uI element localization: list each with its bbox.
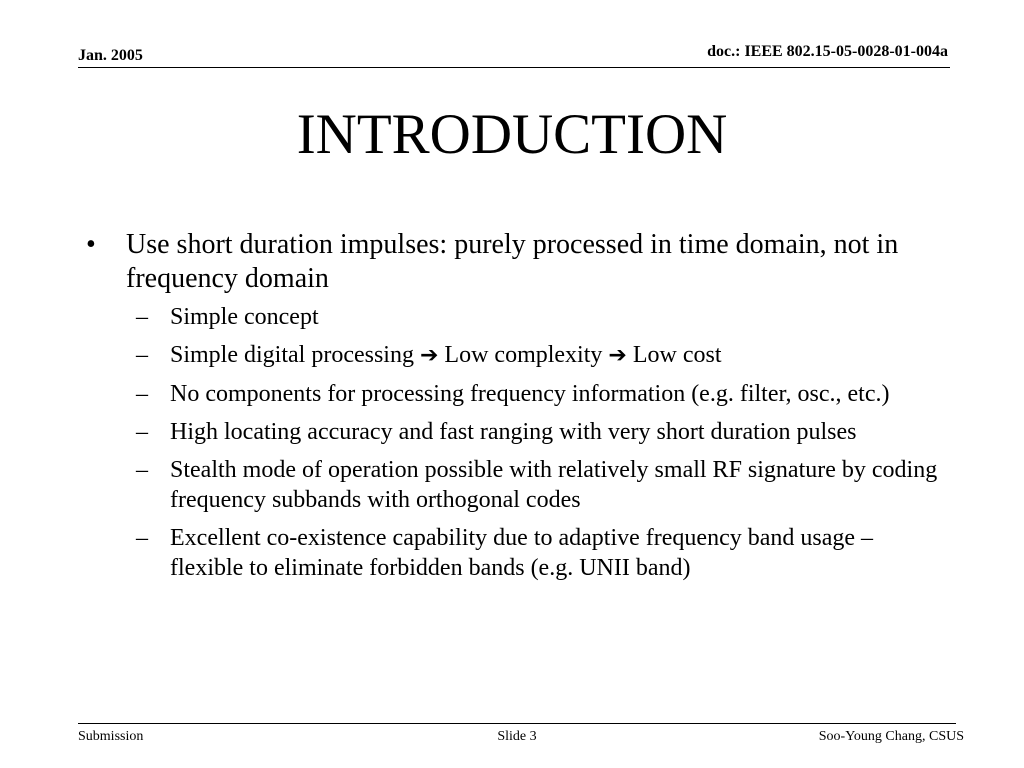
bullet-item: [86, 228, 946, 296]
header-doc-id: doc.: IEEE 802.15-05-0028-01-004a: [707, 43, 948, 60]
slide-content: [86, 228, 946, 591]
subitem-text: Stealth mode of operation possible with relatively small RF signature by coding frequency subbands with orthogonal codes: [170, 457, 938, 513]
dash-marker: –: [136, 381, 148, 407]
bullet-text: Use short duration impulses: purely processed in time domain, not in frequency domain: [126, 229, 899, 294]
subitem-text-part2: Low complexity: [444, 342, 603, 368]
subitem-text-part1: Simple digital processing: [170, 342, 414, 368]
slide-title: INTRODUCTION: [296, 103, 728, 166]
subitem-locating-accuracy: [86, 417, 946, 447]
footer-submission: Submission: [78, 729, 144, 744]
bullet-marker: •: [86, 229, 96, 260]
footer-slide-number: Slide 3: [497, 729, 537, 744]
footer-divider: [78, 723, 956, 724]
dash-marker: –: [136, 457, 148, 483]
subitem-coexistence: [86, 523, 946, 583]
dash-marker: –: [136, 419, 148, 445]
subitem-no-components: [86, 379, 946, 409]
subitem-simple-concept: [86, 302, 946, 332]
right-arrow-icon: ➔: [608, 343, 627, 368]
header-date: Jan. 2005: [78, 47, 143, 64]
dash-marker: –: [136, 342, 148, 368]
header-divider: [78, 67, 950, 68]
subitem-text: High locating accuracy and fast ranging with very short duration pulses: [170, 419, 857, 445]
subitem-text: Simple concept: [170, 304, 319, 330]
dash-marker: –: [136, 304, 148, 330]
subitem-text: Excellent co-existence capability due to adaptive frequency band usage – flexible to eliminate forbidden bands (e.g. UNII band): [170, 525, 874, 581]
dash-marker: –: [136, 525, 148, 551]
subitem-text: No components for processing frequency information (e.g. filter, osc., etc.): [170, 381, 890, 407]
footer-author: Soo-Young Chang, CSUS: [818, 729, 964, 744]
subitem-digital-processing: [86, 340, 946, 371]
right-arrow-icon: ➔: [419, 343, 439, 368]
subitem-text-part3: Low cost: [632, 342, 722, 368]
subitem-stealth-mode: [86, 455, 946, 515]
